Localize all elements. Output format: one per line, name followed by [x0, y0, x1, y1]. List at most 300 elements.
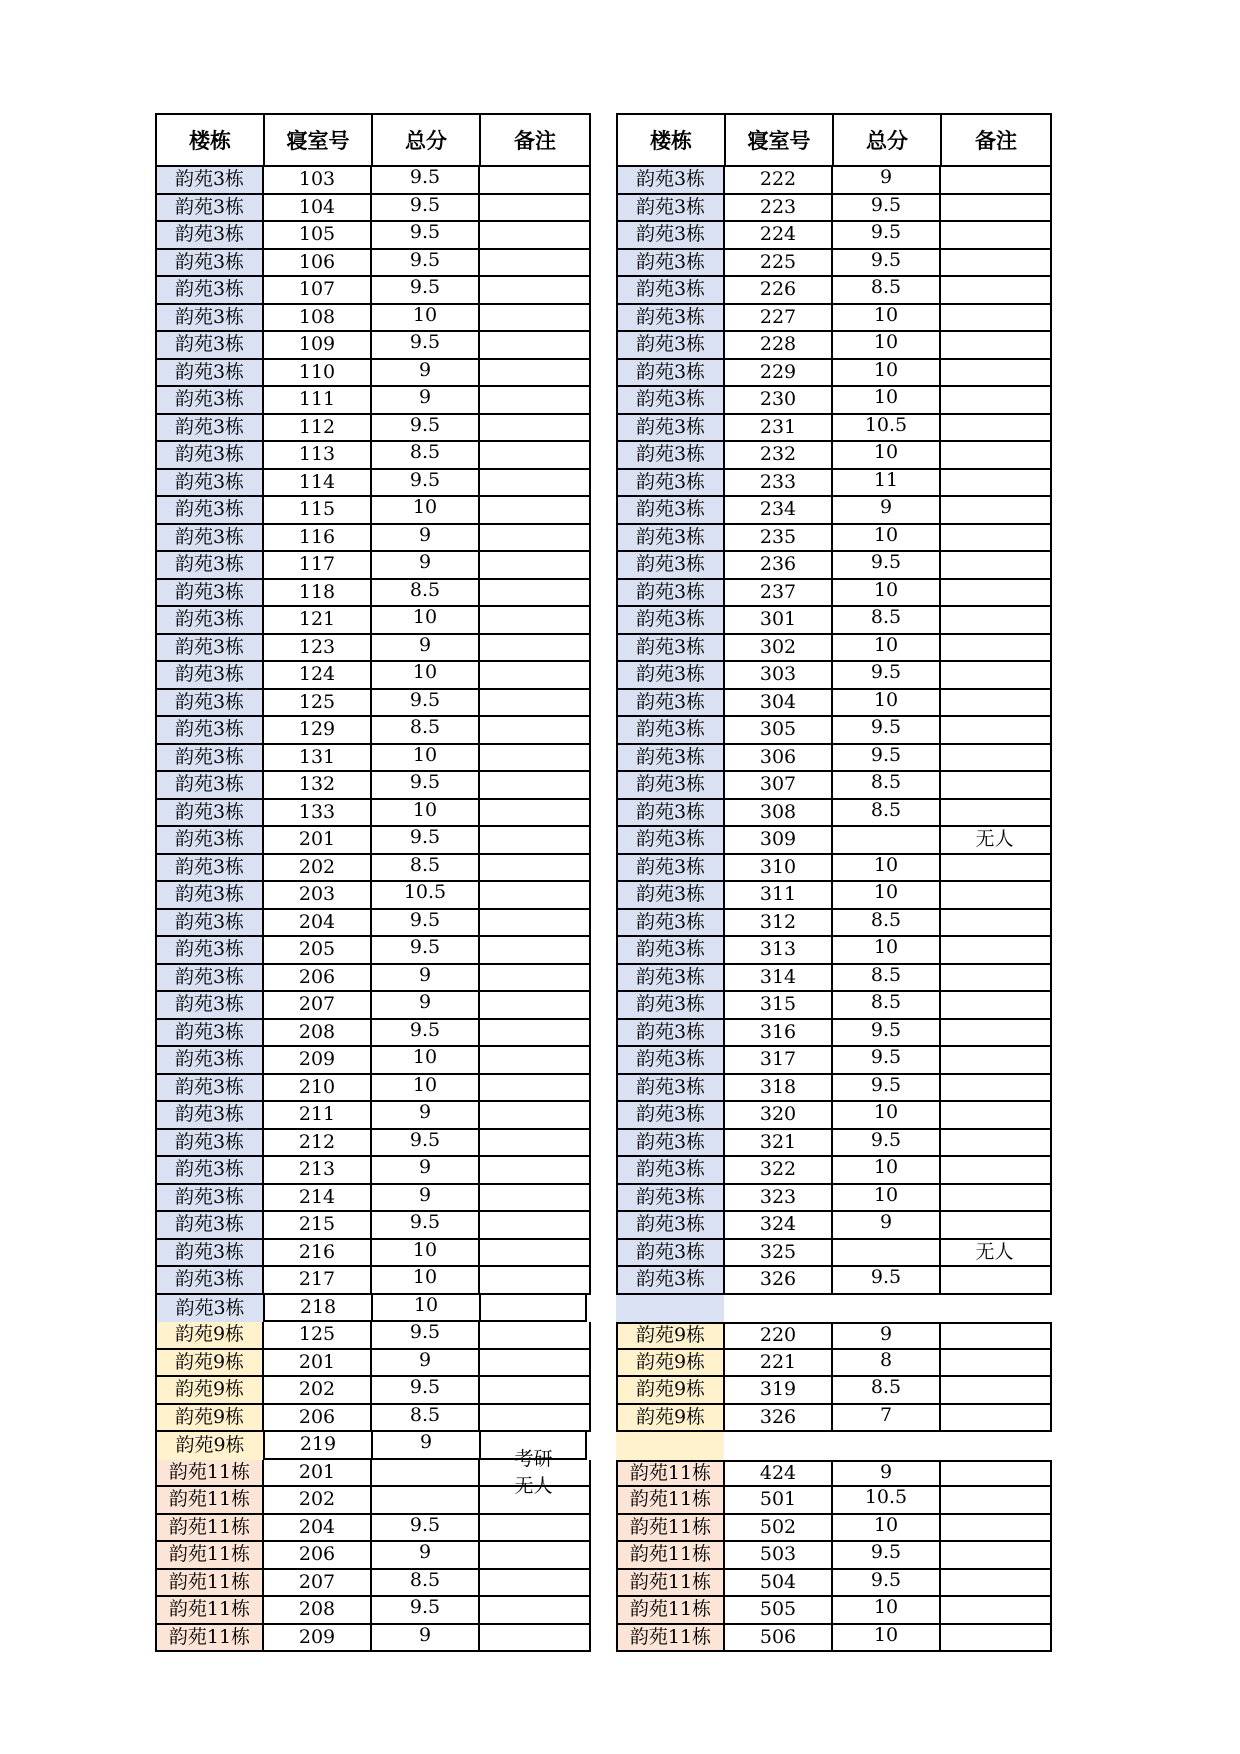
- note-cell: [941, 470, 1048, 496]
- room-cell: 236: [725, 552, 833, 578]
- room-cell: 301: [725, 607, 833, 633]
- note-cell: [480, 800, 587, 826]
- building-cell: 韵苑3栋: [157, 580, 264, 606]
- score-cell: 10: [372, 1267, 480, 1293]
- room-cell: 133: [264, 800, 372, 826]
- score-cell: 9: [372, 992, 480, 1018]
- note-cell: [480, 415, 587, 441]
- room-cell: 220: [725, 1324, 833, 1348]
- table-row: [616, 1047, 1052, 1075]
- note-cell: [480, 387, 587, 413]
- note-cell: [941, 387, 1048, 413]
- room-cell: 111: [264, 387, 372, 413]
- note-cell: [480, 1405, 587, 1431]
- building-cell: 韵苑3栋: [157, 470, 264, 496]
- note-cell: [941, 937, 1048, 963]
- score-cell: 9: [372, 1157, 480, 1183]
- table-row: [616, 497, 1052, 525]
- note-cell: [480, 552, 587, 578]
- score-cell: 9.5: [372, 195, 480, 221]
- score-cell: 8.5: [833, 965, 941, 991]
- note-cell: [480, 662, 587, 688]
- score-cell: 9.5: [372, 772, 480, 798]
- table-row: [155, 1405, 591, 1433]
- building-cell: 韵苑3栋: [157, 1240, 264, 1266]
- right-score-table: [616, 113, 1052, 1652]
- note-cell: 无人: [975, 1240, 1014, 1263]
- note-cell: [941, 607, 1048, 633]
- building-cell: 韵苑3栋: [157, 1267, 264, 1293]
- score-cell: 9: [833, 1462, 941, 1486]
- note-cell: [480, 717, 587, 743]
- score-cell: 9.5: [372, 332, 480, 358]
- note-cell: [941, 580, 1048, 606]
- building-cell: 韵苑3栋: [618, 497, 725, 523]
- note-cell: [480, 1047, 587, 1073]
- building-cell: 韵苑3栋: [618, 387, 725, 413]
- score-cell: 10: [372, 662, 480, 688]
- building-cell: 韵苑3栋: [157, 1130, 264, 1156]
- room-cell: 505: [725, 1597, 833, 1623]
- score-cell: 9.5: [372, 1377, 480, 1403]
- room-cell: 310: [725, 855, 833, 881]
- table-row: [155, 1542, 591, 1570]
- note-cell: [480, 1625, 587, 1651]
- score-cell: 9.5: [372, 470, 480, 496]
- note-cell: [480, 250, 587, 276]
- table-row: [155, 1075, 591, 1103]
- building-cell: 韵苑3栋: [618, 250, 725, 276]
- note-cell: [941, 690, 1048, 716]
- building-cell: 韵苑3栋: [618, 332, 725, 358]
- table-row: [155, 195, 591, 223]
- room-cell: 313: [725, 937, 833, 963]
- table-row: [155, 1377, 591, 1405]
- header-note: 备注: [514, 129, 556, 153]
- header-score: 总分: [834, 115, 942, 165]
- score-cell: 9.5: [372, 222, 480, 248]
- table-row: [155, 387, 591, 415]
- building-cell: 韵苑3栋: [618, 415, 725, 441]
- score-cell: 9: [833, 497, 941, 523]
- room-cell: 234: [725, 497, 833, 523]
- note-cell: [941, 635, 1048, 661]
- building-cell: 韵苑3栋: [618, 965, 725, 991]
- room-cell: 217: [264, 1267, 372, 1293]
- building-cell: 韵苑3栋: [157, 965, 264, 991]
- building-cell: 韵苑11栋: [157, 1460, 264, 1486]
- note-cell: [941, 250, 1048, 276]
- room-cell: 121: [264, 607, 372, 633]
- note-cell: [941, 1542, 1048, 1568]
- building-cell: 韵苑3栋: [157, 992, 264, 1018]
- score-cell: 9.5: [372, 1212, 480, 1238]
- room-cell: 325: [725, 1240, 833, 1266]
- table-row: [155, 717, 591, 745]
- building-cell: 韵苑3栋: [157, 800, 264, 826]
- building-cell: 韵苑3栋: [618, 937, 725, 963]
- table-row: [616, 1075, 1052, 1103]
- building-cell: 韵苑3栋: [157, 222, 264, 248]
- table-row: [155, 965, 591, 993]
- building-cell: 韵苑3栋: [157, 855, 264, 881]
- score-cell: 11: [833, 470, 941, 496]
- building-cell: 韵苑3栋: [157, 497, 264, 523]
- score-cell: 9.5: [833, 717, 941, 743]
- note-cell: [480, 1240, 587, 1266]
- table-row: [155, 745, 591, 773]
- building-cell: 韵苑11栋: [157, 1515, 264, 1541]
- table-row: [616, 910, 1052, 938]
- table-row: [616, 855, 1052, 883]
- note-cell: [941, 882, 1048, 908]
- note-cell: [941, 1350, 1048, 1376]
- room-cell: 131: [264, 745, 372, 771]
- room-cell: 307: [725, 772, 833, 798]
- score-cell: 10: [833, 442, 941, 468]
- room-cell: 323: [725, 1185, 833, 1211]
- building-cell: 韵苑11栋: [157, 1597, 264, 1623]
- table-row: [155, 167, 591, 195]
- room-cell: 203: [264, 882, 372, 908]
- note-cell: [480, 332, 587, 358]
- table-row: [616, 635, 1052, 663]
- note-text: 考研: [514, 1447, 553, 1470]
- score-cell: 10: [833, 855, 941, 881]
- building-cell: 韵苑3栋: [618, 1047, 725, 1073]
- table-row: [616, 1487, 1052, 1515]
- note-cell: [941, 1020, 1048, 1046]
- score-cell: 10: [833, 1625, 941, 1651]
- score-cell: 10: [372, 1047, 480, 1073]
- score-cell: 10: [372, 305, 480, 331]
- table-row: [616, 1102, 1052, 1130]
- note-cell: [480, 1515, 587, 1541]
- note-cell: [941, 442, 1048, 468]
- table-row: [155, 992, 591, 1020]
- table-row: [155, 1570, 591, 1598]
- building-cell: 韵苑3栋: [618, 1075, 725, 1101]
- note-cell: [480, 992, 587, 1018]
- score-cell: 9.5: [833, 745, 941, 771]
- note-cell: [480, 525, 587, 551]
- building-cell: 韵苑3栋: [618, 745, 725, 771]
- room-cell: 132: [264, 772, 372, 798]
- score-cell: 10.5: [833, 1487, 941, 1513]
- score-cell: 9.5: [833, 552, 941, 578]
- building-cell: 韵苑3栋: [618, 195, 725, 221]
- note-cell: [480, 1377, 587, 1403]
- note-cell: [941, 1324, 1048, 1348]
- table-row: [155, 525, 591, 553]
- building-cell: 韵苑3栋: [157, 442, 264, 468]
- note-cell: [941, 277, 1048, 303]
- room-cell: 308: [725, 800, 833, 826]
- building-cell: 韵苑9栋: [157, 1377, 264, 1403]
- building-cell: 韵苑11栋: [157, 1570, 264, 1596]
- left-table-body: [155, 167, 591, 1652]
- table-row: [155, 937, 591, 965]
- room-cell: 223: [725, 195, 833, 221]
- room-cell: 221: [725, 1350, 833, 1376]
- note-cell: [941, 745, 1048, 771]
- room-cell: 326: [725, 1405, 833, 1431]
- building-cell: 韵苑11栋: [157, 1487, 264, 1513]
- room-cell: 212: [264, 1130, 372, 1156]
- table-row: [155, 1130, 591, 1158]
- table-row: [155, 497, 591, 525]
- note-cell: [480, 1597, 587, 1623]
- building-cell: 韵苑3栋: [618, 305, 725, 331]
- note-cell: [480, 222, 587, 248]
- score-cell: 10: [833, 1597, 941, 1623]
- table-row: [616, 1020, 1052, 1048]
- room-cell: 504: [725, 1570, 833, 1596]
- table-row: [616, 442, 1052, 470]
- room-cell: 124: [264, 662, 372, 688]
- table-row: [155, 800, 591, 828]
- building-cell: 韵苑3栋: [157, 1075, 264, 1101]
- room-cell: 204: [264, 1515, 372, 1541]
- building-cell: 韵苑3栋: [157, 717, 264, 743]
- building-cell: 韵苑9栋: [157, 1322, 264, 1348]
- room-cell: 502: [725, 1515, 833, 1541]
- header-building: 楼栋: [157, 115, 265, 165]
- note-cell: [480, 910, 587, 936]
- room-cell: 206: [264, 1405, 372, 1431]
- room-cell: 118: [264, 580, 372, 606]
- score-cell: 10: [833, 1102, 941, 1128]
- room-cell: 503: [725, 1542, 833, 1568]
- building-cell: 韵苑3栋: [618, 277, 725, 303]
- building-cell: 韵苑3栋: [618, 1157, 725, 1183]
- building-cell: 韵苑3栋: [157, 332, 264, 358]
- score-cell: 9.5: [372, 1322, 480, 1348]
- score-cell: 9.5: [372, 415, 480, 441]
- room-cell: 230: [725, 387, 833, 413]
- building-cell: 韵苑3栋: [618, 1212, 725, 1238]
- table-row: [616, 222, 1052, 250]
- score-cell: [833, 1240, 941, 1266]
- building-cell: 韵苑3栋: [618, 525, 725, 551]
- table-row: [616, 277, 1052, 305]
- note-cell: [941, 1157, 1048, 1183]
- note-cell: [941, 415, 1048, 441]
- note-cell: [480, 1322, 587, 1348]
- building-cell: 韵苑11栋: [618, 1570, 725, 1596]
- score-cell: 9.5: [372, 827, 480, 853]
- table-row: [155, 1350, 591, 1378]
- table-row: [616, 1460, 1052, 1488]
- room-cell: 205: [264, 937, 372, 963]
- room-cell: 222: [725, 167, 833, 193]
- building-cell: 韵苑3栋: [618, 1267, 725, 1293]
- building-cell: 韵苑9栋: [157, 1350, 264, 1376]
- note-cell: [941, 1597, 1048, 1623]
- note-cell: [480, 607, 587, 633]
- score-cell: 9.5: [372, 910, 480, 936]
- building-cell: 韵苑3栋: [618, 1102, 725, 1128]
- room-cell: 226: [725, 277, 833, 303]
- room-cell: 235: [725, 525, 833, 551]
- table-row: [155, 1240, 591, 1268]
- note-cell: [480, 360, 587, 386]
- room-cell: 237: [725, 580, 833, 606]
- room-cell: 123: [264, 635, 372, 661]
- table-row: [155, 1267, 591, 1295]
- table-row: [616, 1212, 1052, 1240]
- score-cell: 9.5: [833, 1130, 941, 1156]
- table-row: [155, 1102, 591, 1130]
- room-cell: 206: [264, 1542, 372, 1568]
- building-cell: 韵苑3栋: [157, 277, 264, 303]
- table-row: [616, 937, 1052, 965]
- building-cell: 韵苑3栋: [618, 442, 725, 468]
- score-cell: 9: [833, 167, 941, 193]
- building-cell: 韵苑3栋: [157, 827, 264, 853]
- note-cell: [941, 1130, 1048, 1156]
- note-cell: [941, 855, 1048, 881]
- note-cell: [941, 1267, 1048, 1293]
- table-row: [616, 690, 1052, 718]
- score-cell: 9: [371, 1432, 479, 1460]
- note-cell: [480, 1075, 587, 1101]
- score-cell: 8.5: [372, 580, 480, 606]
- building-cell: 韵苑3栋: [157, 305, 264, 331]
- score-cell: [372, 1460, 480, 1486]
- building-cell: 韵苑11栋: [618, 1597, 725, 1623]
- note-cell: [480, 442, 587, 468]
- room-cell: 113: [264, 442, 372, 468]
- score-cell: 9.5: [372, 937, 480, 963]
- building-cell: 韵苑3栋: [157, 387, 264, 413]
- table-row: [616, 882, 1052, 910]
- building-cell: 韵苑3栋: [618, 855, 725, 881]
- table-row: [155, 910, 591, 938]
- score-cell: 10: [833, 1185, 941, 1211]
- score-cell: 10: [372, 607, 480, 633]
- building-cell: 韵苑3栋: [157, 745, 264, 771]
- building-cell: 韵苑3栋: [618, 580, 725, 606]
- room-cell: 225: [725, 250, 833, 276]
- score-cell: 8.5: [833, 277, 941, 303]
- table-row: [155, 1597, 591, 1625]
- right-table-body: [616, 167, 1052, 1652]
- room-cell: 208: [264, 1020, 372, 1046]
- room-cell: 116: [264, 525, 372, 551]
- table-row: [616, 1157, 1052, 1185]
- score-cell: 8.5: [833, 607, 941, 633]
- header-score: 总分: [373, 115, 481, 165]
- score-cell: 10: [833, 635, 941, 661]
- note-cell: [941, 1075, 1048, 1101]
- score-cell: 9: [372, 552, 480, 578]
- room-cell: 201: [264, 827, 372, 853]
- note-cell: [941, 717, 1048, 743]
- note-cell: [480, 1267, 587, 1293]
- table-row: [155, 827, 591, 855]
- score-cell: 9.5: [833, 1570, 941, 1596]
- score-cell: 9.5: [372, 1020, 480, 1046]
- building-cell: 韵苑3栋: [157, 1185, 264, 1211]
- building-cell: 韵苑3栋: [157, 415, 264, 441]
- score-cell: 9: [372, 1542, 480, 1568]
- note-cell: [480, 305, 587, 331]
- table-row: [616, 992, 1052, 1020]
- score-cell: 9.5: [833, 1267, 941, 1293]
- table-row: [155, 1157, 591, 1185]
- table-row: [616, 800, 1052, 828]
- room-cell: 326: [725, 1267, 833, 1293]
- note-cell: [480, 1570, 587, 1596]
- room-cell: 214: [264, 1185, 372, 1211]
- room-cell: 304: [725, 690, 833, 716]
- building-cell: 韵苑11栋: [618, 1515, 725, 1541]
- building-cell: 韵苑3栋: [157, 1102, 264, 1128]
- note-cell: [480, 827, 587, 853]
- room-cell: 224: [725, 222, 833, 248]
- table-row: [616, 1542, 1052, 1570]
- table-row: [616, 415, 1052, 443]
- table-row: [616, 552, 1052, 580]
- note-cell: [941, 1405, 1048, 1431]
- building-cell: 韵苑3栋: [157, 250, 264, 276]
- table-row: [616, 1350, 1052, 1378]
- score-cell: 9.5: [372, 277, 480, 303]
- building-cell: 韵苑3栋: [618, 992, 725, 1018]
- building-cell: 韵苑3栋: [157, 607, 264, 633]
- note-text: 无人: [514, 1475, 553, 1497]
- room-cell: 209: [264, 1625, 372, 1651]
- score-cell: 9.5: [833, 1047, 941, 1073]
- room-cell: 218: [263, 1295, 371, 1323]
- table-row: [616, 1130, 1052, 1158]
- score-cell: 10: [833, 387, 941, 413]
- room-cell: 219: [263, 1432, 371, 1460]
- room-cell: 501: [725, 1487, 833, 1513]
- building-cell: 韵苑3栋: [157, 525, 264, 551]
- table-row: [155, 1212, 591, 1240]
- score-cell: 9: [372, 1102, 480, 1128]
- score-cell: 9.5: [372, 690, 480, 716]
- building-cell: 韵苑9栋: [155, 1432, 263, 1460]
- building-cell: 韵苑3栋: [157, 910, 264, 936]
- room-cell: 107: [264, 277, 372, 303]
- room-cell: 106: [264, 250, 372, 276]
- table-row: [155, 1515, 591, 1543]
- room-cell: 210: [264, 1075, 372, 1101]
- building-cell: 韵苑3栋: [618, 552, 725, 578]
- table-row: [155, 772, 591, 800]
- score-cell: 8.5: [833, 772, 941, 798]
- building-cell: 韵苑11栋: [618, 1542, 725, 1568]
- score-cell: 8.5: [833, 1377, 941, 1403]
- score-cell: 10: [372, 497, 480, 523]
- note-cell: [480, 1475, 587, 1513]
- room-cell: 117: [264, 552, 372, 578]
- note-cell: [480, 1102, 587, 1128]
- note-cell: [941, 1102, 1048, 1128]
- score-cell: 9: [372, 387, 480, 413]
- header-room: 寝室号: [726, 115, 834, 165]
- table-row: [155, 470, 591, 498]
- note-cell: [941, 662, 1048, 688]
- building-cell: 韵苑3栋: [157, 1212, 264, 1238]
- note-cell: [941, 1515, 1048, 1541]
- room-cell: 109: [264, 332, 372, 358]
- score-cell: 8.5: [372, 1405, 480, 1431]
- table-row: [616, 387, 1052, 415]
